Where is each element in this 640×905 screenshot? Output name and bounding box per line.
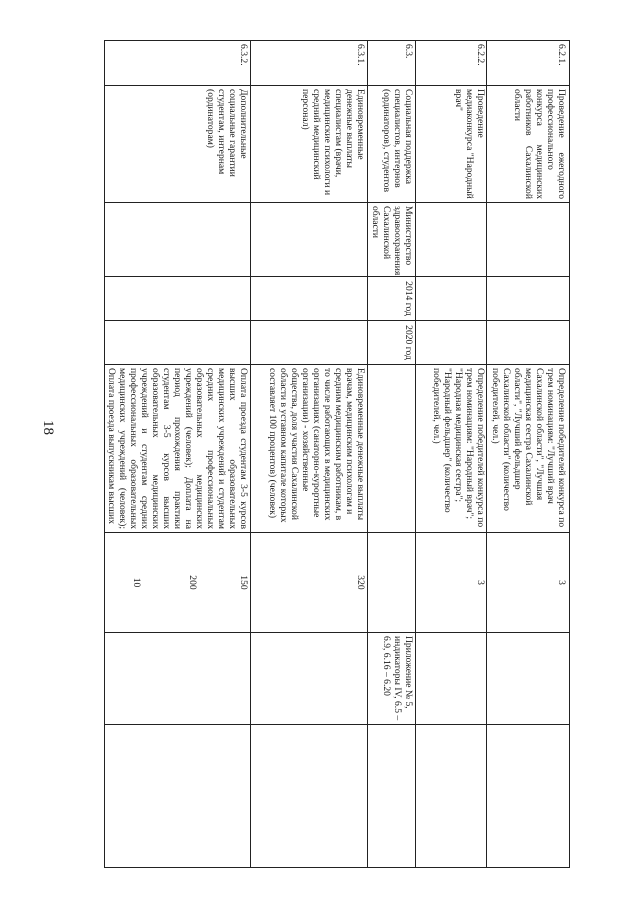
result-indicator: Определение победителей конкурса по трем номинациям: "Народный врач"; "Народная медицинская сестра"; "Народный фельдшер" (количество победителей, чел.)	[416, 364, 488, 532]
end-year	[105, 320, 251, 364]
note-cell	[487, 724, 569, 868]
start-year	[487, 276, 569, 320]
table-row	[486, 40, 570, 868]
start-year: 2014 год	[368, 276, 416, 320]
end-year	[416, 320, 488, 364]
note-cell	[251, 724, 368, 868]
start-year	[251, 276, 368, 320]
result-indicator	[368, 364, 416, 532]
executor	[105, 202, 251, 276]
indicator-value	[368, 532, 416, 632]
indicator-value: 150	[238, 575, 249, 590]
program-table	[105, 40, 570, 868]
note-cell	[368, 724, 416, 868]
table-row	[415, 40, 488, 868]
executor: Министерство здравоохранения Сахалинской области	[368, 202, 416, 276]
start-year	[105, 276, 251, 320]
note-cell	[416, 724, 488, 868]
result-indicator: Оплата проезда студентам 3-5 курсов высших образовательных медицинских учреждений и студентам средних профессиональных образовательных медицинских учреждений (человек); Доплата на период прохождения практики студентам 3-5 курсов высших образовательных медицинских учреждений и студентам средних профессиональных образовательных медицинских учреждений (человек); Оплата проезда выпускникам высших	[105, 364, 251, 532]
measure-name: Дополнительные социальные гарантии студентам, интернам (ординаторам)	[105, 85, 251, 202]
measure-name: Проведение ежегодного профессионального конкурса медицинских работников Сахалинской области	[487, 85, 569, 202]
page-number: 18	[40, 420, 56, 435]
end-year: 2020 год	[368, 320, 416, 364]
start-year	[416, 276, 488, 320]
row-number: 6.3.1.	[251, 40, 368, 85]
appendix-reference	[105, 632, 251, 724]
indicator-values	[105, 532, 251, 632]
row-number: 6.2.1.	[487, 40, 569, 85]
appendix-reference	[487, 632, 569, 724]
measure-name: Единовременные денежные выплаты специалистам (врачи, медицинские психологи и средний медицинский персонал)	[251, 85, 368, 202]
note-cell	[105, 724, 251, 868]
table-row	[104, 40, 251, 868]
table-row	[367, 40, 416, 868]
executor	[487, 202, 569, 276]
result-indicator: Определение победителей конкурса по трем номинациям: "Лучший врач Сахалинской области", "Лучшая медицинская сестра Сахалинской области", "Лучший фельдшер Сахалинской области" (количество победителей, чел.)	[487, 364, 569, 532]
row-number: 6.2.2.	[416, 40, 488, 85]
end-year	[487, 320, 569, 364]
measure-name: Проведение медиаконкурса "Народный врач"	[416, 85, 488, 202]
executor	[251, 202, 368, 276]
appendix-reference	[251, 632, 368, 724]
end-year	[251, 320, 368, 364]
measure-name: Социальная поддержка специалистов, интернов (ординаторов), студентов	[368, 85, 416, 202]
result-indicator: Единовременные денежные выплаты врачам, медицинским психологам и средним медицинским работникам, в то числе работающих в медицинских организациях (санаторно-курортные организации) - хозяйственные общества, доля участия Сахалинской области в уставном капитале которых составляет 100 процентов) (человек)	[251, 364, 368, 532]
table-row	[250, 40, 368, 868]
indicator-value: 320	[251, 532, 368, 632]
row-number: 6.3.2.	[105, 40, 251, 85]
indicator-value: 200	[187, 575, 198, 590]
appendix-reference: Приложение № 5, индикаторы IV, 6.5 – 6.9, 6.16 – 6.20	[368, 632, 416, 724]
indicator-value: 10	[131, 577, 142, 588]
indicator-value: 3	[487, 532, 569, 632]
row-number: 6.3.	[368, 40, 416, 85]
indicator-value: 3	[416, 532, 488, 632]
executor	[416, 202, 488, 276]
appendix-reference	[416, 632, 488, 724]
